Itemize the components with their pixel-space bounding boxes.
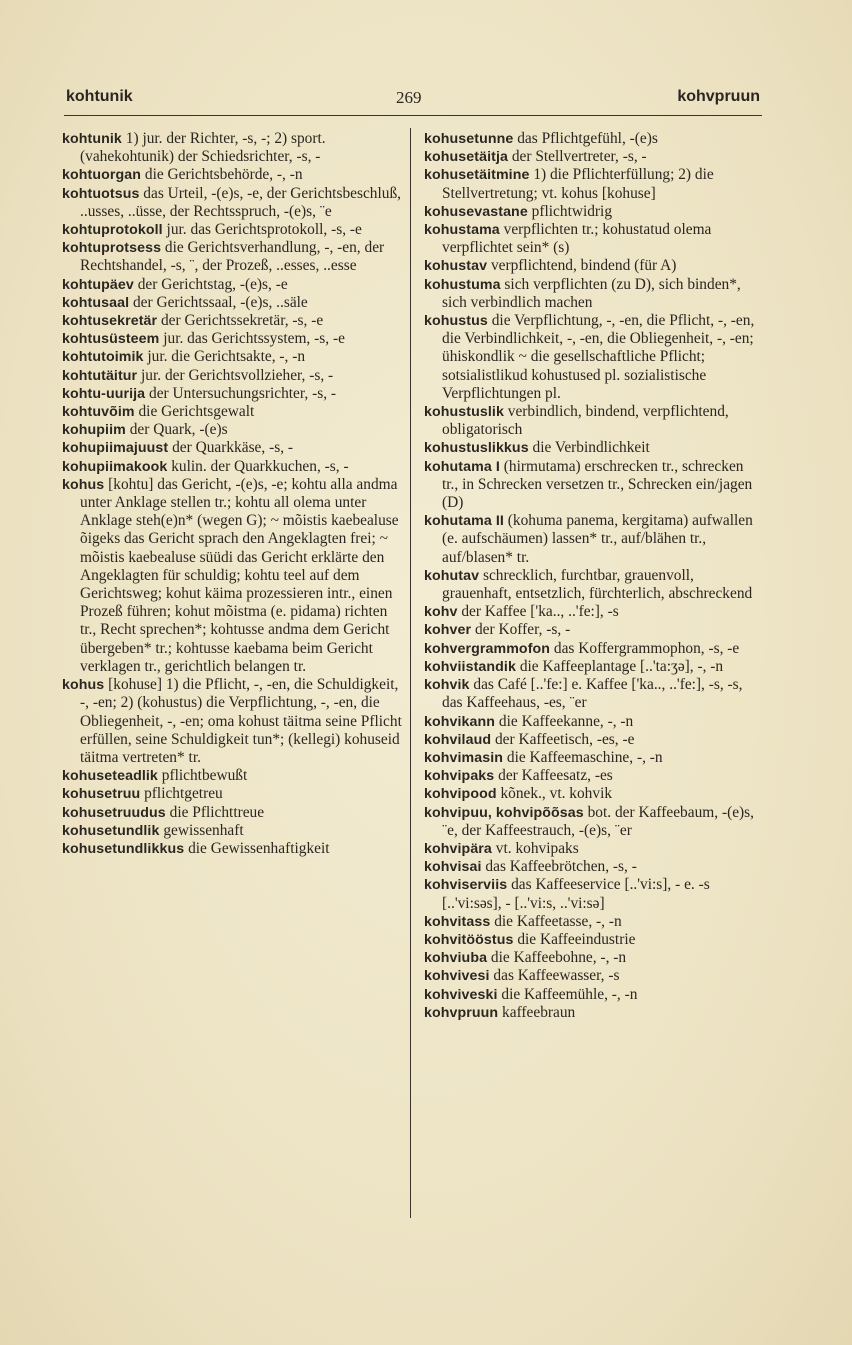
dictionary-entry	[62, 130, 402, 166]
entry-definition: verpflichten tr.; kohustatud olema verpflichtet sein* (s)	[442, 221, 712, 257]
entry-definition: sich verpflichten (zu D), sich binden*, sich verbindlich machen	[442, 275, 741, 311]
entry-headword: kohusetunne	[424, 131, 514, 147]
entry-definition: pflichtwidrig	[527, 202, 613, 220]
entry-headword: kohtu-uurija	[62, 385, 146, 402]
dictionary-entry	[62, 367, 402, 385]
dictionary-entry	[62, 348, 402, 366]
dictionary-entry	[424, 731, 762, 749]
entry-definition: kõnek., vt. kohvik	[496, 785, 613, 803]
entry-headword: kohusetäitja	[424, 149, 508, 166]
entry-definition: [kohuse] 1) die Pflicht, -, -en, die Schuldigkeit, -, -en; 2) (kohustus) die Verpflichtung, -, -en, die Obliegenheit, -, -en; oma kohust täitma seine Pflicht erfüllen, seine Schuldigkeit tun*; (kellegi) kohuseid täitma vertreten* tr.	[80, 676, 402, 766]
dictionary-entry	[62, 439, 402, 457]
dictionary-entry	[424, 148, 762, 166]
entry-definition: die Kaffeebohne, -, -n	[487, 949, 627, 967]
entry-headword: kohtuprotsess	[62, 240, 162, 257]
entry-headword: kohvilaud	[424, 731, 492, 748]
entry-headword: kohvivesi	[424, 968, 490, 985]
entry-definition: das Café [..'fe:] e. Kaffee ['ka.., ..'fe:], -s, -s, das Kaffeehaus, -es, ¨er	[442, 676, 743, 712]
entry-definition: der Gerichtssaal, -(e)s, ..säle	[129, 293, 308, 311]
entry-definition: die Kaffeeplantage [..'ta:ʒə], -, -n	[515, 657, 724, 675]
dictionary-entry	[62, 221, 402, 239]
entry-definition: jur. das Gerichtssystem, -s, -e	[159, 330, 345, 348]
entry-definition: (hirmutama) erschrecken tr., schrecken tr., in Schrecken versetzen tr., Schrecken ein/jagen (D)	[442, 457, 753, 512]
dictionary-entry	[424, 967, 762, 985]
entry-headword: kohtuorgan	[62, 167, 142, 184]
entry-definition: der Koffer, -s, -	[471, 621, 571, 639]
entry-headword: kohupiimajuust	[62, 440, 169, 457]
entry-definition: der Quarkkäse, -s, -	[168, 439, 294, 457]
entry-definition: die Kaffeeindustrie	[513, 930, 636, 948]
entry-headword: kohupiimakook	[62, 458, 168, 475]
entry-headword: kohusetundlik	[62, 822, 160, 839]
entry-headword: kohustav	[424, 258, 488, 275]
dictionary-entry	[62, 385, 402, 403]
entry-headword: kohvergrammofon	[424, 640, 551, 657]
entry-headword: kohtutoimik	[62, 349, 144, 366]
entry-headword: kohustuslikkus	[424, 440, 529, 457]
entry-definition: jur. das Gerichtsprotokoll, -s, -e	[162, 221, 362, 239]
entry-headword: kohver	[424, 622, 472, 639]
entry-headword: kohviveski	[424, 986, 498, 1003]
entry-definition: der Kaffeesatz, -es	[494, 767, 613, 785]
header-first-word: kohtunik	[66, 88, 133, 105]
entry-headword: kohus	[62, 476, 105, 493]
entry-definition: die Kaffeemühle, -, -n	[497, 985, 638, 1003]
entry-definition: das Kaffeeservice [..'vi:s], - e. -s [..'vi:səs], - [..'vi:s, ..'vi:sə]	[442, 876, 710, 912]
entry-definition: jur. die Gerichtsakte, -, -n	[143, 348, 306, 366]
entry-headword: kohusetundlikkus	[62, 840, 185, 857]
header-rule	[64, 115, 762, 116]
running-header	[66, 88, 760, 112]
dictionary-entry	[62, 294, 402, 312]
dictionary-entry	[424, 621, 762, 639]
entry-definition: der Untersuchungsrichter, -s, -	[145, 384, 337, 402]
entry-headword: kohvitass	[424, 913, 491, 930]
dictionary-entry	[424, 676, 762, 712]
column-divider	[410, 128, 411, 1218]
entry-headword: kohvisai	[424, 859, 482, 876]
entry-definition: 1) jur. der Richter, -s, -; 2) sport. (vahekohtunik) der Schiedsrichter, -s, -	[80, 130, 326, 166]
entry-headword: kohtutäitur	[62, 367, 138, 384]
entry-definition: die Gerichtsbehörde, -, -n	[141, 166, 303, 184]
dictionary-entry	[62, 822, 402, 840]
entry-headword: kohutama I	[424, 458, 500, 475]
entry-definition: bot. der Kaffeebaum, -(e)s, ¨e, der Kaffeestrauch, -(e)s, ¨er	[442, 803, 754, 839]
entry-definition: das Koffergrammophon, -s, -e	[550, 639, 740, 657]
entry-definition: schrecklich, furchtbar, grauenvoll, grauenhaft, entsetzlich, fürchterlich, abschreckend	[442, 566, 753, 603]
entry-definition: verbindlich, bindend, verpflichtend, obligatorisch	[442, 403, 729, 439]
entry-headword: kohtusaal	[62, 294, 130, 311]
dictionary-entry	[62, 166, 402, 184]
dictionary-entry	[424, 203, 762, 221]
dictionary-entry	[424, 166, 762, 202]
right-column	[424, 130, 762, 1022]
entry-definition: die Kaffeemaschine, -, -n	[503, 748, 663, 766]
entry-headword: kohvipära	[424, 840, 492, 857]
entry-headword: kohtunik	[62, 131, 122, 147]
entry-definition: jur. der Gerichtsvollzieher, -s, -	[137, 366, 334, 384]
dictionary-entry	[62, 785, 402, 803]
dictionary-entry	[424, 840, 762, 858]
dictionary-entry	[424, 913, 762, 931]
entry-definition: die Gewissenhaftigkeit	[184, 839, 330, 857]
entry-headword: kohtuprotokoll	[62, 222, 163, 239]
dictionary-entry	[424, 567, 762, 603]
entry-definition: der Gerichtssekretär, -s, -e	[157, 312, 324, 330]
entry-definition: das Kaffeewasser, -s	[489, 967, 620, 985]
entry-headword: kohusetäitmine	[424, 167, 530, 184]
dictionary-entry	[424, 1004, 762, 1022]
dictionary-entry	[424, 512, 762, 567]
entry-headword: kohustuma	[424, 276, 501, 293]
dictionary-entry	[62, 476, 402, 676]
dictionary-entry	[62, 185, 402, 221]
entry-definition: der Kaffeetisch, -es, -e	[491, 730, 635, 748]
dictionary-entry	[424, 949, 762, 967]
entry-headword: kohusetruu	[62, 786, 141, 803]
entry-headword: kohvitööstus	[424, 931, 514, 948]
entry-definition: [kohtu] das Gericht, -(e)s, -e; kohtu alla andma unter Anklage stellen tr.; kohtu all olema unter Anklage steh(e)n* (wegen G); ~ mõistis kaebealuse õigeks das Gericht sprach den Angeklagten frei; ~ mõistis kaebealuse süüdi das Gericht erklärte den Angeklagten für schuldig; kohtu teel auf dem Gerichtsweg; kohut käima prozessieren intr., einen Prozeß führen; kohut mõistma (e. pidama) richten tr., Recht sprechen*; kohtusse andma dem Gericht übergeben* tr.; kohtusse kaebama beim Gericht verklagen tr., gerichtlich belangen tr.	[80, 475, 399, 675]
dictionary-entry	[62, 458, 402, 476]
entry-definition: der Kaffee ['ka.., ..'fe:], -s	[457, 603, 619, 621]
entry-definition: kaffeebraun	[498, 1003, 576, 1021]
entry-definition: der Stellvertreter, -s, -	[507, 148, 647, 166]
entry-headword: kohustus	[424, 313, 488, 330]
page-number: 269	[396, 88, 422, 107]
entry-definition: gewissenhaft	[159, 821, 244, 839]
entry-headword: kohvpruun	[424, 1004, 499, 1021]
dictionary-entry	[424, 221, 762, 257]
entry-definition: das Urteil, -(e)s, -e, der Gerichtsbeschluß, ..usses, ..üsse, der Rechtsspruch, -(e)s, ¨e	[80, 184, 401, 220]
dictionary-entry	[62, 330, 402, 348]
entry-headword: kohtusekretär	[62, 313, 158, 330]
entry-headword: kohviserviis	[424, 877, 508, 894]
entry-headword: kohupiim	[62, 422, 126, 439]
dictionary-entry	[424, 804, 762, 840]
dictionary-entry	[424, 458, 762, 513]
dictionary-entry	[424, 403, 762, 439]
dictionary-entry	[62, 767, 402, 785]
dictionary-entry	[424, 986, 762, 1004]
entry-headword: kohtusüsteem	[62, 331, 160, 348]
dictionary-entry	[424, 640, 762, 658]
entry-definition: die Kaffeekanne, -, -n	[495, 712, 634, 730]
entry-definition: die Gerichtsverhandlung, -, -en, der Rechtshandel, -s, ¨, der Prozeß, ..esses, ..esse	[80, 239, 385, 275]
entry-headword: kohtuotsus	[62, 185, 140, 202]
entry-definition: (kohuma panema, kergitama) aufwallen (e. aufschäumen) lassen* tr., auf/blähen tr., auf/blasen* tr.	[442, 512, 753, 566]
dictionary-entry	[62, 312, 402, 330]
entry-headword: kohvipaks	[424, 768, 495, 785]
dictionary-entry	[424, 749, 762, 767]
dictionary-entry	[62, 276, 402, 294]
dictionary-entry	[424, 858, 762, 876]
entry-headword: kohustuslik	[424, 404, 504, 421]
entry-headword: kohviistandik	[424, 658, 516, 675]
entry-definition: die Verpflichtung, -, -en, die Pflicht, -, -en, die Verbindlichkeit, -, -en, die Obliegenheit, -, -en; ühiskondlik ~ die gesellschaftliche Pflicht; sotsialistlikud kohustused pl. sozialistische Verpflichtungen pl.	[442, 312, 755, 402]
entry-headword: kohv	[424, 604, 458, 621]
dictionary-entry	[424, 276, 762, 312]
entry-headword: kohvikann	[424, 713, 496, 730]
entry-definition: vt. kohvipaks	[491, 839, 579, 857]
dictionary-entry	[424, 658, 762, 676]
dictionary-entry	[62, 239, 402, 275]
dictionary-entry	[62, 421, 402, 439]
entry-headword: kohusevastane	[424, 203, 528, 220]
entry-headword: kohtupäev	[62, 276, 134, 293]
dictionary-entry	[62, 403, 402, 421]
entry-headword: kohutav	[424, 567, 480, 584]
entry-headword: kohustama	[424, 222, 500, 239]
entry-definition: pflichtgetreu	[140, 785, 223, 803]
entry-definition: das Pflichtgefühl, -(e)s	[513, 130, 658, 147]
dictionary-entry	[62, 804, 402, 822]
entry-definition: die Pflichttreue	[165, 803, 265, 821]
dictionary-entry	[424, 439, 762, 457]
entry-headword: kohtuvõim	[62, 404, 135, 421]
dictionary-entry	[424, 785, 762, 803]
dictionary-entry	[424, 603, 762, 621]
entry-definition: 1) die Pflichterfüllung; 2) die Stellvertretung; vt. kohus [kohuse]	[442, 166, 714, 202]
entry-definition: die Verbindlichkeit	[528, 439, 650, 457]
entry-definition: der Quark, -(e)s	[125, 421, 228, 439]
dictionary-entry	[424, 312, 762, 403]
entry-headword: kohvipuu, kohvipõõsas	[424, 804, 584, 821]
entry-headword: kohutama II	[424, 513, 504, 530]
header-last-word: kohvpruun	[677, 88, 760, 105]
entry-definition: kulin. der Quarkkuchen, -s, -	[167, 457, 349, 475]
entry-definition: verpflichtend, bindend (für A)	[487, 257, 677, 275]
dictionary-entry	[424, 876, 762, 912]
dictionary-entry	[424, 130, 762, 148]
dictionary-entry	[424, 931, 762, 949]
dictionary-entry	[62, 676, 402, 767]
entry-headword: kohuseteadlik	[62, 768, 158, 785]
left-column	[62, 130, 402, 858]
entry-definition: pflichtbewußt	[157, 767, 248, 785]
entry-definition: die Gerichtsgewalt	[134, 403, 255, 421]
entry-definition: die Kaffeetasse, -, -n	[490, 912, 622, 930]
dictionary-entry	[424, 257, 762, 275]
dictionary-entry	[424, 767, 762, 785]
entry-headword: kohus	[62, 677, 105, 694]
entry-definition: das Kaffeebrötchen, -s, -	[481, 858, 637, 876]
entry-headword: kohusetruudus	[62, 804, 166, 821]
dictionary-entry	[62, 840, 402, 858]
entry-headword: kohviuba	[424, 950, 488, 967]
entry-definition: der Gerichtstag, -(e)s, -e	[133, 275, 288, 293]
entry-headword: kohvimasin	[424, 749, 504, 766]
dictionary-entry	[424, 713, 762, 731]
entry-headword: kohvipood	[424, 786, 497, 803]
entry-headword: kohvik	[424, 677, 470, 694]
